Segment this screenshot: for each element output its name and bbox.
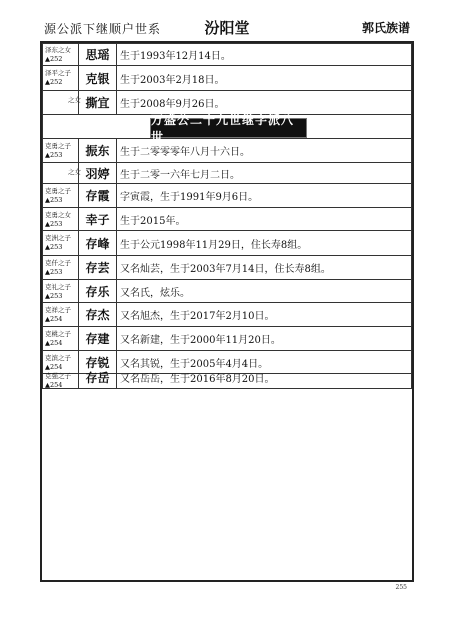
- header-book-title: 郭氏族谱: [361, 21, 410, 35]
- generation-ref: ▲254: [45, 381, 63, 389]
- generation-ref: ▲254: [45, 315, 63, 323]
- table-row: [42, 208, 412, 231]
- generation-ref: ▲254: [45, 339, 63, 347]
- person-name: 羽婷: [78, 163, 117, 183]
- page-header: [40, 14, 414, 40]
- header-hall-name: 汾阳堂: [204, 19, 250, 37]
- relation-text: 之女: [68, 168, 81, 176]
- relation-label: [45, 234, 81, 252]
- relation-label: [45, 94, 81, 105]
- generation-ref: ▲253: [45, 292, 63, 300]
- relation-text: 克礼之子: [45, 283, 71, 291]
- generation-ref: ▲253: [45, 151, 63, 159]
- table-row: [42, 303, 412, 327]
- generation-ref: ▲253: [45, 243, 63, 251]
- relation-label: [45, 166, 81, 177]
- relation-label: [45, 187, 81, 205]
- person-description: 字寅霞，生于1991年9月6日。: [120, 192, 259, 203]
- relation-label: [45, 69, 81, 87]
- relation-text: 克祥之子: [45, 306, 71, 314]
- person-description: 又名旭杰，生于2017年2月10日。: [120, 311, 275, 322]
- relation-text: 克强之子: [45, 372, 71, 380]
- relation-label: [45, 46, 81, 64]
- person-description: 又名其锐，生于2005年4月4日。: [120, 358, 269, 370]
- generation-ref: ▲253: [45, 196, 63, 204]
- person-description: 又名新建，生于2000年11月20日。: [120, 335, 281, 346]
- person-description: 生于2008年9月26日。: [120, 99, 225, 110]
- person-description: 生于2003年2月18日。: [120, 74, 225, 86]
- person-name: 存霞: [78, 184, 117, 207]
- person-name: 存建: [78, 327, 117, 350]
- person-description: 生于1993年12月14日。: [120, 50, 231, 62]
- relation-label: [45, 142, 81, 160]
- person-name: 幸子: [78, 208, 117, 230]
- relation-text: 克洲之子: [45, 234, 71, 242]
- relation-text: 克勇之女: [45, 211, 71, 219]
- person-description: 生于二零一六年七月二日。: [120, 169, 240, 181]
- page-number: 255: [395, 584, 407, 591]
- relation-text: 克桃之子: [45, 330, 71, 338]
- relation-text: 泽平之子: [45, 69, 71, 77]
- person-description: 生于二零零零年八月十六日。: [120, 147, 250, 158]
- table-row: [42, 43, 412, 66]
- person-description: 生于公元1998年11月29日，住长寿8组。: [120, 239, 308, 251]
- table-row: [42, 371, 412, 389]
- person-name: 克银: [78, 66, 117, 90]
- relation-label: [45, 372, 81, 390]
- relation-label: [45, 306, 81, 324]
- person-name: 存锐: [78, 351, 117, 373]
- relation-text: 克滨之子: [45, 354, 71, 362]
- header-lineage-title: 源公派下继顺户世系: [44, 22, 162, 36]
- person-name: 存杰: [78, 303, 117, 326]
- table-row: [42, 163, 412, 184]
- relation-label: [45, 259, 81, 277]
- relation-text: 之女: [68, 96, 81, 104]
- relation-label: [45, 283, 81, 301]
- person-name: 撕宜: [78, 91, 117, 114]
- relation-text: 克仟之子: [45, 259, 71, 267]
- relation-text: 泽东之女: [45, 46, 71, 54]
- relation-text: 克勇之子: [45, 142, 71, 150]
- generation-banner-row: [42, 113, 412, 144]
- person-description: 又名岳岳，生于2016年8月20日。: [120, 374, 275, 385]
- person-description: 又名灿芸，生于2003年7月14日，住长寿8组。: [120, 264, 331, 275]
- table-row: [42, 327, 412, 351]
- table-row: [42, 139, 412, 163]
- relation-text: 克勇之子: [45, 187, 71, 195]
- generation-ref: ▲254: [45, 363, 63, 371]
- person-name: 振东: [78, 139, 117, 162]
- person-name: 存乐: [78, 280, 117, 302]
- generation-ref: ▲253: [45, 268, 63, 276]
- relation-label: [45, 330, 81, 348]
- person-name: 存峰: [78, 231, 117, 255]
- table-row: [42, 231, 412, 256]
- generation-ref: ▲252: [45, 78, 63, 86]
- person-name: 存芸: [78, 256, 117, 279]
- table-row: [42, 66, 412, 91]
- person-description: 又名氏，炫乐。: [120, 287, 190, 299]
- generation-ref: ▲253: [45, 220, 63, 228]
- person-name: 思瑶: [78, 43, 117, 65]
- generation-banner: 万盛公二十九世继字派八世: [150, 118, 307, 138]
- relation-label: [45, 211, 81, 229]
- person-description: 生于2015年。: [120, 215, 186, 227]
- table-row: [42, 280, 412, 303]
- table-row: [42, 256, 412, 280]
- person-name: 存岳: [78, 366, 117, 389]
- relation-label: [45, 354, 81, 372]
- table-row: [42, 184, 412, 208]
- generation-ref: ▲252: [45, 55, 63, 63]
